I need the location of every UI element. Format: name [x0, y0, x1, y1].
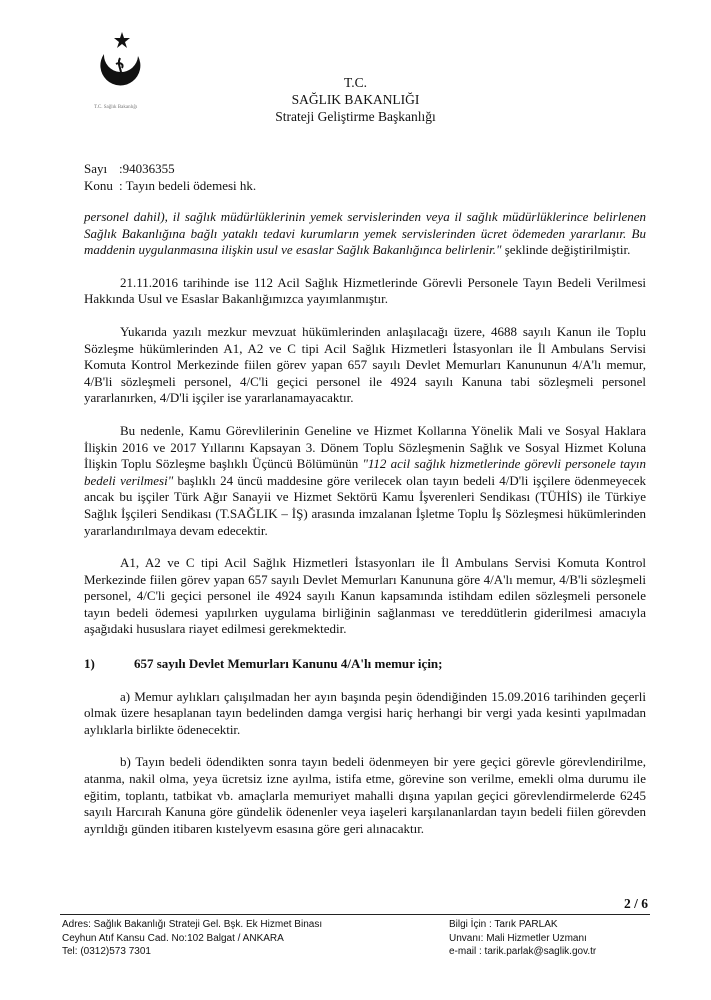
paragraph-4-part-a: Bu nedenle, Kamu Görevlilerinin Geneline ve Hizmet Kollarına Yönelik Mali ve Sosyal Haklara İlişkin 2016 ve 2017 Yıllarını Kapsayan 3. Dönem Toplu Sözleşmenin Sağlık ve Sosyal Hizmet Koluna İlişkin Toplu Sözleşme başlıklı Üçüncü Bölümünün [84, 422, 646, 472]
item-a: a) Memur aylıkları çalışılmadan her ayın başında peşin ödendiğinden 15.09.2016 tarihinden geçerli olmak üzere hesaplanan tayın bedelinden damga vergisi hariç herhangi bir vergi yada kesinti yapılmadan aylıklarla birlikte ödenecektir. [84, 688, 646, 737]
star-icon [114, 32, 130, 48]
paragraph-2: 21.11.2016 tarihinde ise 112 Acil Sağlık Hizmetlerinde Görevli Personele Tayın Bedeli Verilmesi Hakkında Usul ve Esaslar Bakanlığımızca yayımlanmıştır. [84, 274, 646, 307]
paragraph-4-part-c: başlıklı 24 üncü maddesine göre verilecek olan tayın bedeli 4/D'li işçilere ödenmeyecek ancak bu işçiler Türk Ağır Sanayii ve Hizmet Sektörü Kamu İşverenleri Sendikası (TÜHİS) ile Türkiye Sağlık İşçileri Sendikası (T.SAĞLIK – İŞ) arasında imzalanan İşletme Toplu İş Sözleşmesi hükümlerinden yararlandırılmaya devam edecektir. [84, 472, 646, 538]
section-title: 657 sayılı Devlet Memurları Kanunu 4/A'lı memur için; [134, 656, 443, 672]
contact-line-2: Unvanı: Mali Hizmetler Uzmanı [449, 932, 587, 944]
address-line-2: Ceyhun Atıf Kansu Cad. No:102 Balgat / ANKARA [62, 932, 284, 944]
quoted-law-text: personel dahil), il sağlık müdürlüklerinin yemek servislerinden veya il sağlık müdürlüklerince belirlenen Sağlık Bakanlığına bağlı yataklı tedavi kurumların yemek servislerinden ücret ödemeden yararlanır. Bu maddenin uygulanmasına ilişkin usul ve esaslar Sağlık Bakanlığınca belirlenir." [84, 209, 646, 258]
sayi-value: :94036355 [119, 161, 175, 176]
letterhead [0, 74, 711, 125]
page-number: 2 / 6 [623, 896, 648, 911]
document-meta [84, 160, 256, 194]
svg-text:T.C. Sağlık Bakanlığı: T.C. Sağlık Bakanlığı [94, 105, 138, 110]
header-country: T.C. [344, 75, 367, 90]
konu-label: Konu [84, 178, 113, 193]
contact-email[interactable]: e-mail : tarik.parlak@saglik.gov.tr [449, 946, 597, 957]
footer-contact [449, 918, 596, 959]
sayi-label: Sayı [84, 161, 108, 176]
footer-address [62, 918, 322, 959]
footer-divider [60, 914, 650, 915]
section-number: 1) [84, 656, 95, 672]
section-heading [84, 656, 646, 673]
konu-value: : Tayın bedeli ödemesi hk. [119, 178, 257, 193]
item-b: b) Tayın bedeli ödendikten sonra tayın bedeli ödenmeyen bir yere geçici görevle görevlendirilme, atanma, nakil olma, yeya ücretsiz izne ayılma, istifa etme, görevine son verilme, emekli olma durumu ile eğitim, toplantı, tatbikat vb. amaçlarla memuriyet mahalli dışına yapılan geçici görevlendirmelerde 6245 sayılı Harcırah Kanuna göre gündelik ödenenler veya iaşeleri karşılananlardan tayın bedeli fiilen görevden ayrıldığı günden itibaren kıstelyevm esasına göre geri alınacaktır. [84, 754, 646, 836]
contact-line-1: Bilgi İçin : Tarık PARLAK [449, 919, 558, 930]
address-line-1: Adres: Sağlık Bakanlığı Strateji Gel. Bşk. Ek Hizmet Binası [62, 919, 323, 930]
header-ministry: SAĞLIK BAKANLIĞI [291, 92, 420, 107]
paragraph-1-tail: şeklinde değiştirilmiştir. [501, 242, 631, 258]
paragraph-1 [84, 209, 646, 259]
header-department: Strateji Geliştirme Başkanlığı [275, 109, 436, 124]
paragraph-4 [84, 423, 646, 539]
paragraph-4-quote: "112 acil sağlık hizmetlerinde görevli personele tayın bedeli verilmesi" [84, 456, 646, 488]
paragraph-3: Yukarıda yazılı mezkur mevzuat hükümlerinden anlaşılacağı üzere, 4688 sayılı Kanun ile Toplu Sözleşme hükümlerinden A1, A2 ve C tipi Acil Sağlık Hizmetleri İstasyonları ile İl Ambulans Servisi Komuta Kontrol Merkezinde fiilen görev yapan 657 sayılı Devlet Memurları Kanununun 4/A'lı memur, 4/B'li sözleşmeli personel, 4/C'li geçici personel ile 4924 sayılı Kanuna tabi sözleşmeli personel yararlanırken, 4/D'li işçiler ise yararlanamayacaktır. [84, 323, 646, 406]
address-line-3: Tel: (0312)573 7301 [62, 946, 151, 957]
document-body [84, 209, 646, 837]
paragraph-5: A1, A2 ve C tipi Acil Sağlık Hizmetleri İstasyonları ile İl Ambulans Servisi Komuta Kontrol Merkezinde fiilen görev yapan 657 sayılı Devlet Memurları Kanununa göre 4/A'lı memur, 4/B'li sözleşmeli personel, 4/C'li geçici personel ile 4924 sayılı Kanun kapsamında istihdam edilen sözleşmeli personele tayın bedeli ödemesi yapılırken uygulama birliğinin sağlanması ve tereddütlerin giderilmesi amacıyla aşağıdaki hususlara riayet edilmesi gerekmektedir. [84, 555, 646, 637]
